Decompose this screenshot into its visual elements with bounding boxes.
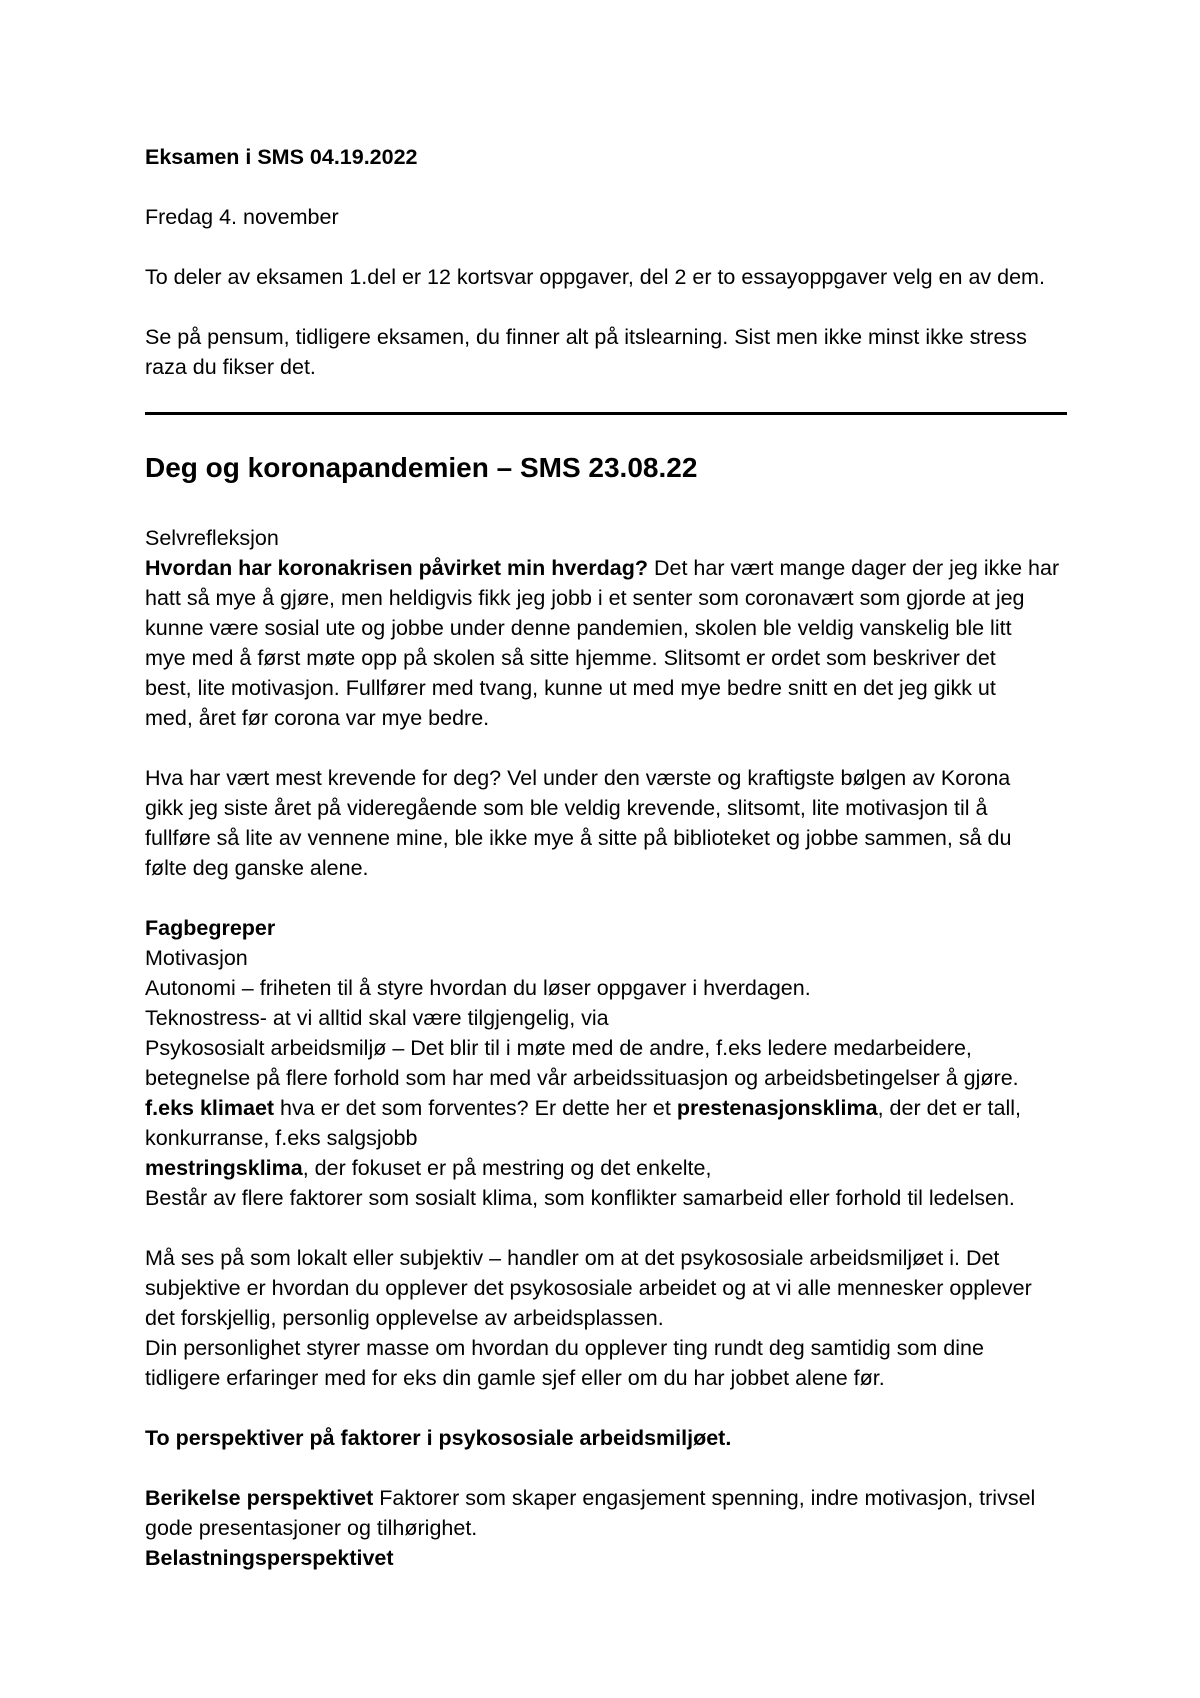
climate-line: konkurranse, f.eks salgsjobb: [145, 1126, 418, 1150]
term-line: Motivasjon: [145, 946, 248, 970]
question-bold: Hvordan har koronakrisen påvirket min hverdag?: [145, 556, 649, 580]
section-subtitle: Selvrefleksjon: [145, 526, 279, 550]
terms-heading: Fagbegreper: [145, 916, 276, 940]
paragraph-line: mye med å først møte opp på skolen så sitte hjemme. Slitsomt er ordet som beskriver det: [145, 646, 996, 670]
exam-date: Fredag 4. november: [145, 205, 339, 229]
paragraph-line: kunne være sosial ute og jobbe under denne pandemien, skolen ble veldig vanskelig ble litt: [145, 616, 1012, 640]
advice-line: raza du fikser det.: [145, 355, 316, 379]
climate-text: , der det er tall,: [877, 1096, 1021, 1120]
paragraph-line: fullføre så lite av vennene mine, ble ikke mye å sitte på biblioteket og jobbe sammen, så du: [145, 826, 1012, 850]
advice-line: Se på pensum, tidligere eksamen, du finner alt på itslearning. Sist men ikke minst ikke stress: [145, 325, 1027, 349]
enrichment-bold: Berikelse perspektivet: [145, 1486, 374, 1510]
burden-heading: Belastningsperspektivet: [145, 1546, 394, 1570]
section-title: Deg og koronapandemien – SMS 23.08.22: [145, 452, 698, 483]
horizontal-divider: [145, 412, 1067, 415]
paragraph-line: følte deg ganske alene.: [145, 856, 369, 880]
enrichment-line: gode presentasjoner og tilhørighet.: [145, 1516, 478, 1540]
paragraph-line: best, lite motivasjon. Fullfører med tvang, kunne ut med mye bedre snitt en det jeg gikk ut: [145, 676, 996, 700]
paragraph-line: tidligere erfaringer med for eks din gamle sjef eller om du har jobbet alene før.: [145, 1366, 885, 1390]
term-line: Teknostress- at vi alltid skal være tilgjengelig, via: [145, 1006, 609, 1030]
paragraph-line: Hva har vært mest krevende for deg? Vel under den værste og kraftigste bølgen av Korona: [145, 766, 1011, 790]
mastery-text: , der fokuset er på mestring og det enkelte,: [302, 1156, 712, 1180]
climate-bold: prestenasjonsklima: [676, 1096, 878, 1120]
enrichment-line: [145, 1483, 1035, 1513]
question-text: Det har vært mange dager der jeg ikke har: [648, 556, 1060, 580]
factors-line: Består av flere faktorer som sosialt klima, som konflikter samarbeid eller forhold til ledelsen.: [145, 1186, 1015, 1210]
term-line: Autonomi – friheten til å styre hvordan du løser oppgaver i hverdagen.: [145, 976, 811, 1000]
paragraph-line: subjektive er hvordan du opplever det psykososiale arbeidet og at vi alle mennesker opplever: [145, 1276, 1032, 1300]
paragraph-line: hatt så mye å gjøre, men heldigvis fikk jeg jobb i et senter som coronavært som gjorde at jeg: [145, 586, 1025, 610]
mastery-line: [145, 1153, 711, 1183]
perspectives-heading: To perspektiver på faktorer i psykososiale arbeidsmiljøet.: [145, 1426, 732, 1450]
paragraph-line: gikk jeg siste året på videregående som ble veldig krevende, slitsomt, lite motivasjon til å: [145, 796, 988, 820]
term-line: betegnelse på flere forhold som har med vår arbeidssituasjon og arbeidsbetingelser å gjøre.: [145, 1066, 1019, 1090]
climate-line: [145, 1093, 1021, 1123]
exam-parts: To deler av eksamen 1.del er 12 kortsvar oppgaver, del 2 er to essayoppgaver velg en av dem.: [145, 265, 1045, 289]
climate-text: hva er det som forventes? Er dette her et: [274, 1096, 677, 1120]
climate-bold: f.eks klimaet: [145, 1096, 275, 1120]
paragraph-line: med, året før corona var mye bedre.: [145, 706, 490, 730]
term-line: Psykososialt arbeidsmiljø – Det blir til i møte med de andre, f.eks ledere medarbeidere,: [145, 1036, 972, 1060]
paragraph-line: Må ses på som lokalt eller subjektiv – handler om at det psykososiale arbeidsmiljøet i. Det: [145, 1246, 1000, 1270]
enrichment-text: Faktorer som skaper engasjement spenning, indre motivasjon, trivsel: [373, 1486, 1036, 1510]
exam-title: Eksamen i SMS 04.19.2022: [145, 145, 418, 169]
paragraph-line: Din personlighet styrer masse om hvordan du opplever ting rundt deg samtidig som dine: [145, 1336, 984, 1360]
question-line: [145, 553, 1059, 583]
paragraph-line: det forskjellig, personlig opplevelse av arbeidsplassen.: [145, 1306, 664, 1330]
mastery-bold: mestringsklima: [145, 1156, 303, 1180]
